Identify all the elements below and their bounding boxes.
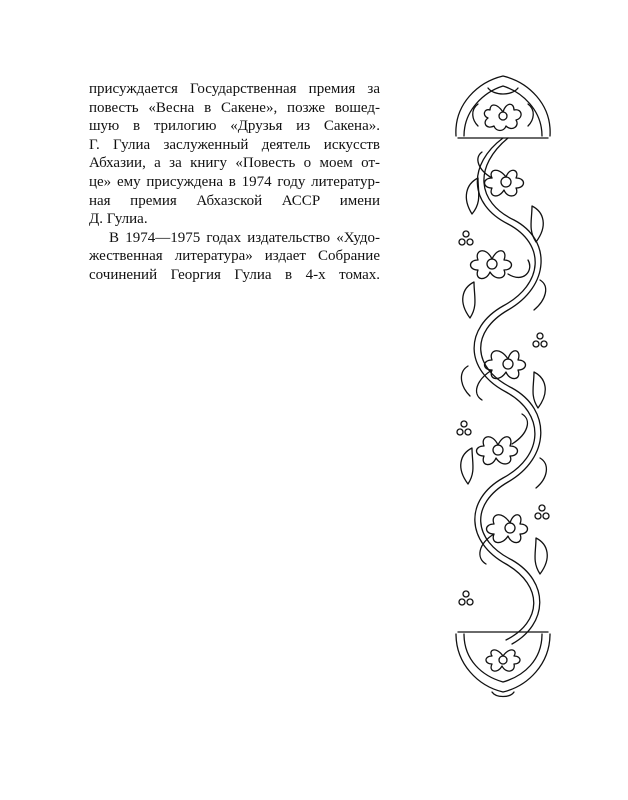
floral-border-ornament-icon: [448, 74, 558, 700]
text-line: шую в трилогию «Друзья из Сакена».: [89, 118, 380, 135]
text-line: Г. Гулиа заслуженный деятель искусств: [89, 136, 380, 153]
text-line: ная премия Абхазской АССР имени: [89, 192, 380, 209]
text-line: сочинений Георгия Гулиа в 4-х томах.: [89, 266, 380, 283]
text-line: Д. Гулиа.: [89, 211, 148, 228]
text-line: присуждается Государственная премия за: [89, 81, 380, 97]
text-line: повесть «Весна в Сакене», позже вошед-: [89, 99, 380, 116]
text-line: Абхазии, а за книгу «Повесть о моем от-: [89, 155, 380, 172]
body-text: [89, 80, 380, 285]
text-line: жественная литература» издает Собрание: [89, 248, 380, 265]
paragraph-1: [89, 80, 380, 229]
text-line: це» ему присуждена в 1974 году литератур-: [89, 173, 380, 190]
paragraph-2: [89, 229, 380, 285]
text-line: В 1974—1975 годах издательство «Худо-: [109, 229, 380, 246]
